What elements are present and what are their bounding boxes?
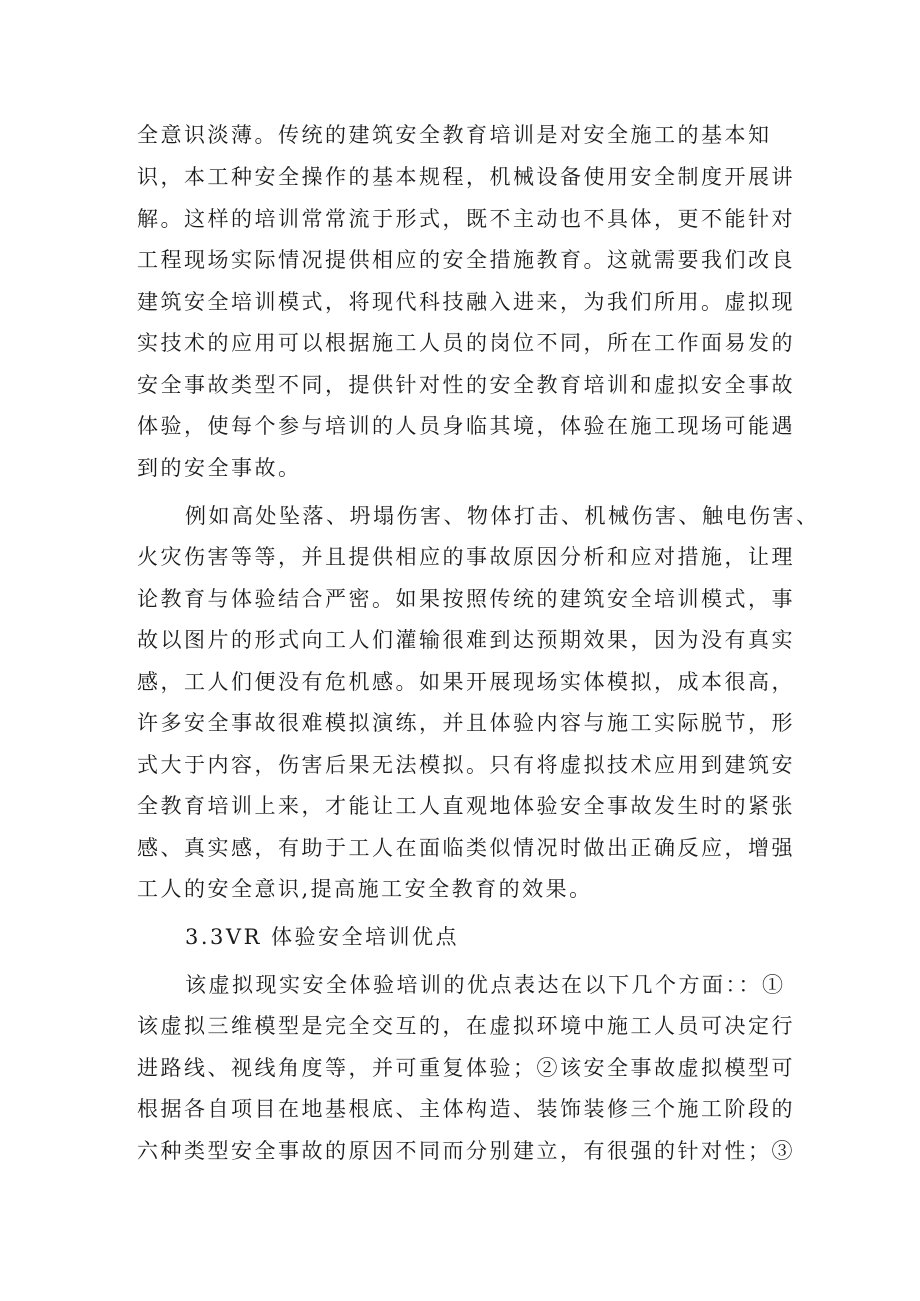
text-line: 解。这样的培训常常流于形式，既不主动也不具体，更不能针对 [137, 207, 795, 231]
text-line: 感，工人们便没有危机感。如果开展现场实体模拟，成本很高， [137, 670, 795, 694]
text-line: 实技术的应用可以根据施工人员的岗位不同，所在工作面易发的 [137, 331, 795, 355]
text-line: 安全事故类型不同，提供针对性的安全教育培训和虚拟安全事故 [137, 373, 795, 397]
text-line: 工程现场实际情况提供相应的安全措施教育。这就需要我们改良 [137, 248, 795, 272]
text-line: 全教育培训上来，才能让工人直观地体验安全事故发生时的紧张 [137, 794, 795, 818]
text-line: 式大于内容，伤害后果无法模拟。只有将虚拟技术应用到建筑安 [137, 753, 795, 777]
text-line: 根据各自项目在地基根底、主体构造、装饰装修三个施工阶段的 [137, 1097, 795, 1121]
text-line: 进路线、视线角度等，并可重复体验；②该安全事故虚拟模型可 [137, 1056, 795, 1080]
text-line: 论教育与体验结合严密。如果按照传统的建筑安全培训模式，事 [137, 587, 795, 611]
text-line: 工人的安全意识,提高施工安全教育的效果。 [137, 877, 593, 901]
text-line: 建筑安全培训模式，将现代科技融入进来，为我们所用。虚拟现 [137, 290, 795, 314]
text-line: 该虚拟现实安全体验培训的优点表达在以下几个方面：：① [185, 973, 786, 997]
text-line: 到的安全事故。 [137, 456, 302, 480]
text-line: 六种类型安全事故的原因不同而分别建立，有很强的针对性；③ [137, 1139, 795, 1163]
text-line: 体验，使每个参与培训的人员身临其境，体验在施工现场可能遇 [137, 414, 795, 438]
text-line: 该虚拟三维模型是完全交互的，在虚拟环境中施工人员可决定行 [137, 1014, 795, 1038]
text-line: 火灾伤害等等，并且提供相应的事故原因分析和应对措施，让理 [137, 545, 795, 569]
text-line: 许多安全事故很难模拟演练，并且体验内容与施工实际脱节，形 [137, 711, 795, 735]
text-line: 全意识淡薄。传统的建筑安全教育培训是对安全施工的基本知 [137, 123, 772, 147]
text-line: 感、真实感，有助于工人在面临类似情况时做出正确反应，增强 [137, 836, 795, 860]
section-heading: 3.3VR 体验安全培训优点 [185, 925, 460, 949]
text-line: 例如高处坠落、坍塌伤害、物体打击、机械伤害、触电伤害、 [185, 504, 820, 528]
text-line: 故以图片的形式向工人们灌输很难到达预期效果，因为没有真实 [137, 628, 795, 652]
text-line: 识，本工种安全操作的基本规程，机械设备使用安全制度开展讲 [137, 165, 795, 189]
